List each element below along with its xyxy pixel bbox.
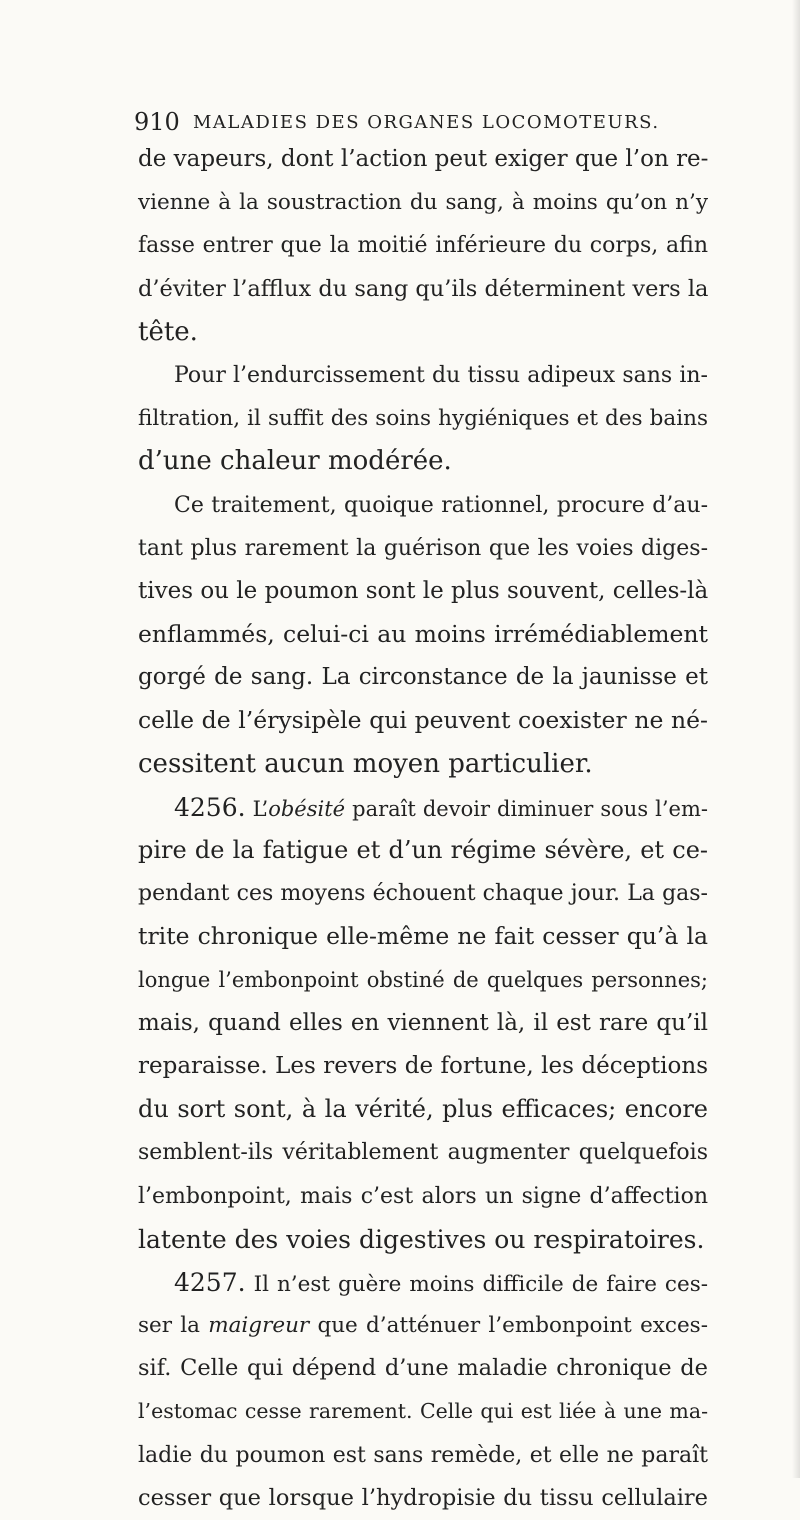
text-line [138, 915, 708, 958]
line-text: ser la [138, 1313, 209, 1339]
text-line [138, 699, 708, 742]
line-text: Pour l’endurcissement du tissu adipeux sans in- [174, 362, 708, 388]
text-line [138, 224, 708, 267]
line-text: d’éviter l’afflux du sang qu’ils déterminent vers la [138, 275, 709, 302]
italic-term: obésité [268, 796, 346, 821]
line-text: tête. [138, 316, 198, 347]
text-line [138, 786, 708, 829]
text-line [138, 440, 708, 483]
text-line [138, 1261, 708, 1304]
line-text: Il n’est guère moins difficile de faire ces- [245, 1271, 708, 1297]
line-text: semblent-ils véritablement augmenter quelquefois [138, 1140, 708, 1166]
line-text: mais, quand elles en viennent là, il est rare qu’il [138, 1009, 708, 1036]
line-text: cessitent aucun moyen particulier. [138, 748, 593, 779]
text-line [138, 268, 708, 311]
text-line [138, 959, 708, 1002]
line-text: que d’atténuer l’embonpoint exces- [309, 1313, 708, 1339]
text-line [138, 1390, 708, 1433]
text-line [138, 484, 708, 527]
text-line [138, 872, 708, 915]
page-edge-shadow [792, 0, 800, 1478]
text-line [138, 1088, 708, 1131]
text-line [138, 1434, 708, 1477]
line-text: pire de la fatigue et d’un régime sévère, et ce- [138, 836, 708, 864]
text-line [138, 397, 708, 440]
line-text: de vapeurs, dont l’action peut exiger que l’on re- [138, 146, 709, 172]
body-text [138, 138, 708, 1520]
text-line [138, 1175, 708, 1218]
line-text: sif. Celle qui dépend d’une maladie chronique de [138, 1355, 708, 1382]
italic-term: maigreur [208, 1313, 310, 1339]
line-text: trite chronique elle-même ne fait cesser qu’à la [138, 922, 708, 951]
paragraph-number: 4256. [174, 792, 246, 822]
line-text: celle de l’érysipèle qui peuvent coexister ne né- [138, 706, 708, 735]
line-text: tives ou le poumon sont le plus souvent, celles-là [138, 577, 709, 604]
line-text: enflammés, celui-ci au moins irrémédiablement [138, 620, 708, 649]
running-title: MALADIES DES ORGANES LOCOMOTEURS. [193, 112, 660, 133]
text-line [138, 656, 708, 699]
line-text: l’embonpoint, mais c’est alors un signe d’affection [138, 1183, 708, 1209]
text-line [138, 1002, 708, 1045]
text-line [138, 1304, 708, 1347]
line-text: du sort sont, à la vérité, plus efficaces; encore [138, 1095, 708, 1124]
line-text: filtration, il suffit des soins hygiéniques et des bains [138, 406, 708, 432]
line-text: latente des voies digestives ou respiratoires. [138, 1224, 705, 1254]
text-line [138, 354, 708, 397]
line-text: d’une chaleur modérée. [138, 446, 452, 477]
text-line [138, 527, 708, 570]
line-text: pendant ces moyens échouent chaque jour. La gas- [138, 881, 708, 907]
line-text: l’estomac cesse rarement. Celle qui est liée à une ma- [138, 1399, 708, 1424]
line-text: L’ [252, 796, 269, 821]
line-text: reparaisse. Les revers de fortune, les déceptions [138, 1052, 708, 1079]
line-text: vienne à la soustraction du sang, à moins qu’on n’y [138, 190, 708, 216]
text-line [138, 743, 708, 786]
line-text: longue l’embonpoint obstiné de quelques personnes; [138, 967, 708, 992]
text-line [138, 829, 708, 872]
line-text: ladie du poumon est sans remède, et elle ne paraît [138, 1442, 708, 1468]
text-line [138, 1477, 708, 1520]
text-line [138, 1347, 708, 1390]
line-text: gorgé de sang. La circonstance de la jaunisse et [138, 664, 708, 691]
text-line [138, 1131, 708, 1174]
line-text: paraît devoir diminuer sous l’em- [345, 796, 708, 821]
text-line [138, 1045, 708, 1088]
text-line [138, 613, 708, 656]
text-line [138, 138, 708, 181]
paragraph-number: 4257. [174, 1267, 246, 1297]
line-text: tant plus rarement la guérison que les voies diges- [138, 535, 708, 561]
line-text: Ce traitement, quoique rationnel, procure d’au- [174, 492, 708, 518]
text-line [138, 311, 708, 354]
page-number: 910 [134, 108, 180, 136]
line-text: cesser que lorsque l’hydropisie du tissu cellulaire [138, 1484, 708, 1511]
text-line [138, 181, 708, 224]
text-line [138, 1218, 708, 1261]
line-text: fasse entrer que la moitié inférieure du corps, afin [138, 233, 708, 259]
text-line [138, 570, 708, 613]
